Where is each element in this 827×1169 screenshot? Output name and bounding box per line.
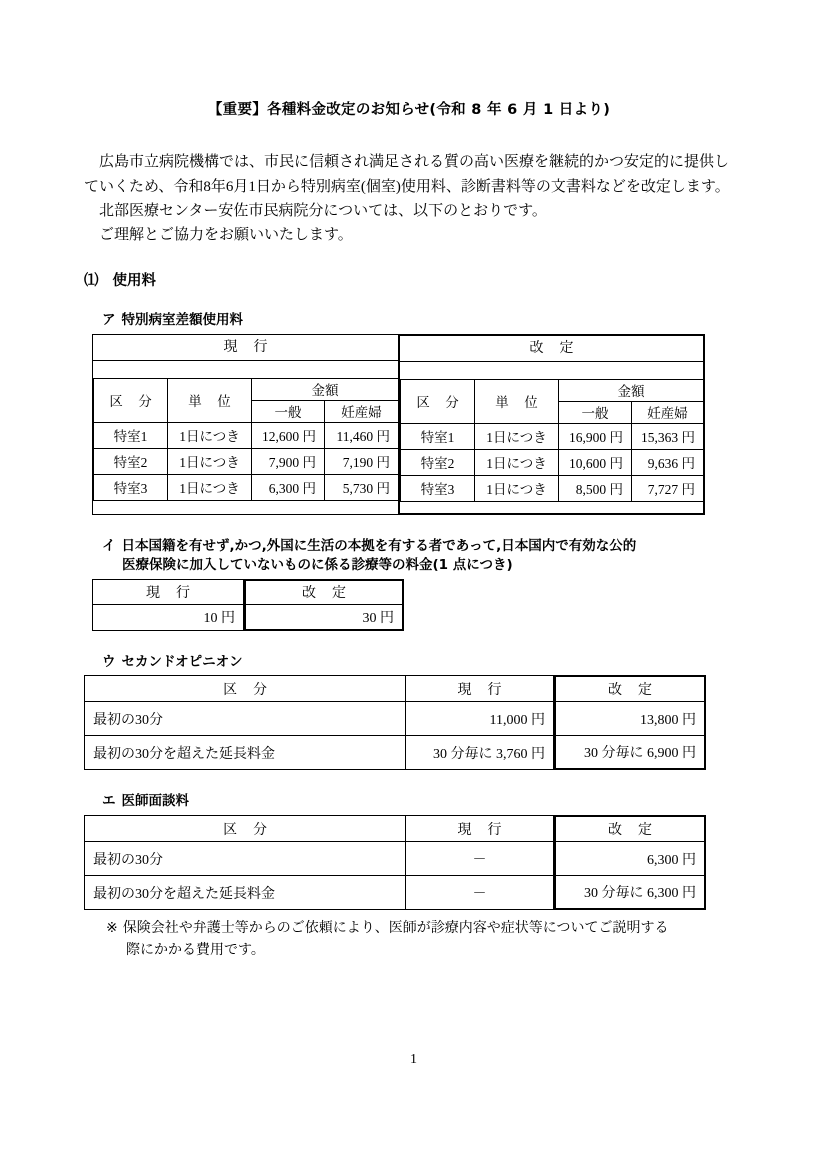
table-foreign-patient-fee (92, 579, 404, 631)
table-a-current-half (92, 334, 399, 515)
subsection-d-heading (84, 792, 734, 812)
subsection-b-heading (84, 537, 734, 576)
cell-division: 特室2 (401, 449, 475, 475)
table-a-revised-col-unit: 単 位 (475, 379, 559, 423)
table-row-header (401, 379, 704, 401)
table-a-revised-band (400, 336, 703, 362)
note-mark: ※ (106, 921, 118, 937)
subsection-b-title-line2: 医療保険に加入していないものに係る診療等の料金(1 点につき) (122, 557, 513, 574)
table-d-header-revised: 改 定 (554, 815, 706, 842)
table-c-header-division: 区 分 (84, 675, 406, 702)
table-a-current-col-division: 区 分 (94, 378, 168, 422)
table-row-header (92, 579, 404, 605)
table-row (84, 842, 706, 876)
document-content (84, 100, 734, 961)
cell-general: 8,500 円 (559, 475, 632, 501)
cell-general: 16,900 円 (559, 423, 632, 449)
cell-division: 特室1 (94, 422, 168, 448)
section-1-title: 使用料 (112, 273, 156, 290)
subsection-a-title: 特別病室差額使用料 (121, 312, 243, 329)
subsection-a-marker: ア (102, 312, 116, 329)
table-a-current-band-label: 現 行 (223, 339, 274, 355)
table-row-header (94, 378, 399, 400)
table-a-revised-bottom-spacer (400, 502, 703, 513)
table-a-current-col-general: 一般 (252, 400, 325, 422)
cell-maternity: 7,190 円 (325, 448, 399, 474)
table-a-current-col-amount: 金額 (252, 378, 399, 400)
table-special-room-fees (92, 334, 734, 515)
table-a-revised-half (398, 334, 705, 515)
cell-unit: 1日につき (475, 423, 559, 449)
table-a-current-bottom-spacer (93, 501, 398, 512)
table-a-revised-band-label: 改 定 (529, 340, 580, 356)
subsection-a-heading (84, 311, 734, 331)
cell-current: 30 分毎に 3,760 円 (406, 736, 554, 770)
subsection-d-note (84, 918, 734, 961)
table-second-opinion (84, 675, 706, 770)
subsection-b-title-line1: 日本国籍を有せず,かつ,外国に生活の本拠を有する者であって,日本国内で有効な公的 (121, 537, 637, 554)
cell-general: 7,900 円 (252, 448, 325, 474)
cell-division: 特室2 (94, 448, 168, 474)
table-a-revised-spacer (400, 362, 703, 379)
table-row (94, 448, 399, 474)
table-row (401, 449, 704, 475)
table-a-current-spacer (93, 361, 398, 378)
table-a-current-col-maternity: 妊産婦 (325, 400, 399, 422)
table-d-header-current: 現 行 (406, 815, 554, 842)
cell-revised: 30 分毎に 6,300 円 (554, 876, 706, 910)
cell-general: 10,600 円 (559, 449, 632, 475)
table-row (94, 474, 399, 500)
cell-revised: 6,300 円 (554, 842, 706, 876)
cell-division: 特室1 (401, 423, 475, 449)
table-d-header-division: 区 分 (84, 815, 406, 842)
table-row (401, 423, 704, 449)
table-b-value-current: 10 円 (92, 605, 244, 631)
table-c-header-revised: 改 定 (554, 675, 706, 702)
table-a-revised-col-maternity: 妊産婦 (632, 401, 704, 423)
table-row-header (84, 815, 706, 842)
intro-paragraph-2: 北部医療センター安佐市民病院分については、以下のとおりです。 (99, 202, 547, 219)
cell-unit: 1日につき (168, 422, 252, 448)
table-a-revised-col-general: 一般 (559, 401, 632, 423)
intro-paragraphs (84, 150, 734, 247)
subsection-c-heading (84, 653, 734, 673)
cell-division: 最初の30分 (84, 842, 406, 876)
cell-general: 6,300 円 (252, 474, 325, 500)
note-line-2: 際にかかる費用です。 (126, 942, 265, 958)
document-title: 【重要】各種料金改定のお知らせ(令和 8 年 6 月 1 日より) (207, 102, 611, 118)
subsection-b-marker: イ (102, 537, 116, 554)
page-number: 1 (410, 1052, 417, 1067)
table-b-header-current: 現 行 (92, 579, 244, 605)
table-b-value-revised: 30 円 (244, 605, 404, 631)
cell-maternity: 5,730 円 (325, 474, 399, 500)
table-a-current-band (93, 335, 398, 361)
table-row (84, 736, 706, 770)
cell-revised: 13,800 円 (554, 702, 706, 736)
table-doctor-interview-fee (84, 815, 706, 910)
table-row (84, 876, 706, 910)
table-row (401, 475, 704, 501)
cell-revised: 30 分毎に 6,900 円 (554, 736, 706, 770)
subsection-c-title: セカンドオピニオン (121, 653, 243, 670)
intro-paragraph-3: ご理解とご協力をお願いいたします。 (99, 227, 353, 244)
table-row (84, 702, 706, 736)
table-row (92, 605, 404, 631)
subsection-c-marker: ウ (102, 653, 116, 670)
table-a-current-grid (93, 378, 399, 501)
table-a-revised-grid (400, 379, 704, 502)
cell-unit: 1日につき (168, 448, 252, 474)
cell-general: 12,600 円 (252, 422, 325, 448)
cell-maternity: 11,460 円 (325, 422, 399, 448)
cell-current: 11,000 円 (406, 702, 554, 736)
subsection-d-marker: エ (102, 793, 116, 810)
table-a-revised-col-division: 区 分 (401, 379, 475, 423)
cell-maternity: 9,636 円 (632, 449, 704, 475)
table-row-header (84, 675, 706, 702)
cell-maternity: 15,363 円 (632, 423, 704, 449)
cell-division: 特室3 (401, 475, 475, 501)
cell-unit: 1日につき (475, 475, 559, 501)
cell-division: 特室3 (94, 474, 168, 500)
cell-division: 最初の30分 (84, 702, 406, 736)
cell-current: － (406, 842, 554, 876)
cell-current: － (406, 876, 554, 910)
section-1-heading (84, 271, 734, 293)
table-b-header-revised: 改 定 (244, 579, 404, 605)
cell-maternity: 7,727 円 (632, 475, 704, 501)
section-1-number: ⑴ (84, 273, 99, 290)
note-line-1: 保険会社や弁護士等からのご依頼により、医師が診療内容や症状等についてご説明する (122, 921, 669, 937)
cell-division: 最初の30分を超えた延長料金 (84, 876, 406, 910)
table-a-revised-col-amount: 金額 (559, 379, 704, 401)
cell-unit: 1日につき (475, 449, 559, 475)
table-a-current-col-unit: 単 位 (168, 378, 252, 422)
table-c-header-current: 現 行 (406, 675, 554, 702)
cell-unit: 1日につき (168, 474, 252, 500)
cell-division: 最初の30分を超えた延長料金 (84, 736, 406, 770)
table-row (94, 422, 399, 448)
subsection-d-title: 医師面談料 (121, 793, 189, 810)
intro-paragraph-1: 広島市立病院機構では、市民に信頼され満足される質の高い医療を継続的かつ安定的に提供していくため、令和8年6月1日から特別病室(個室)使用料、診断書料等の文書料などを改定します。 (84, 154, 730, 195)
